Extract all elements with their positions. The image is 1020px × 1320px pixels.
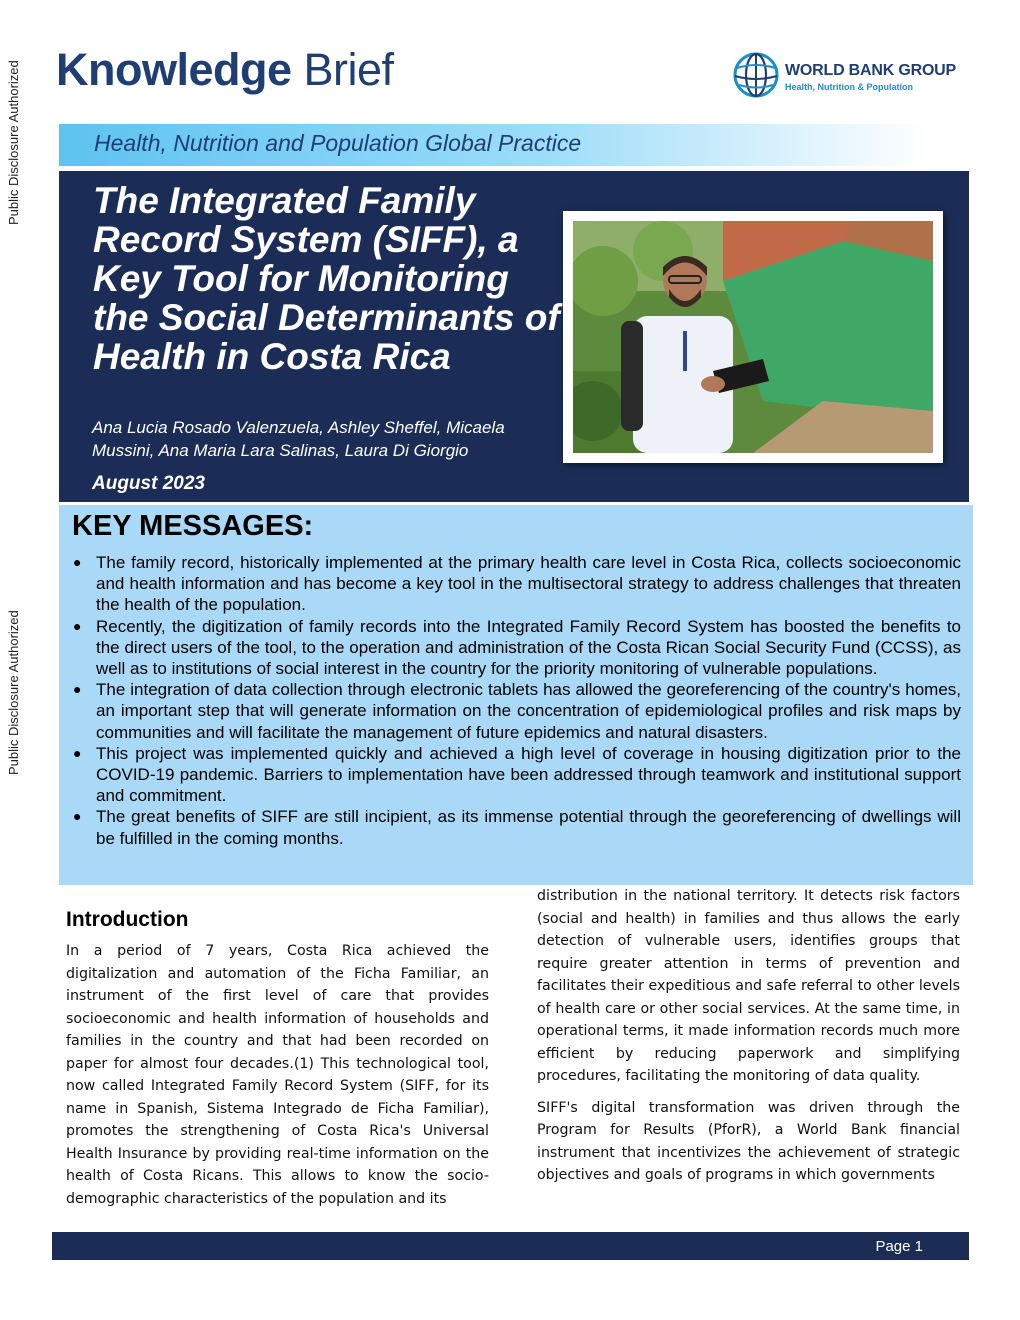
hero-panel (59, 171, 969, 502)
key-message-text: This project was implemented quickly and achieved a high level of coverage in housing digitization prior to the COVID-19 pandemic. Barriers to implementation have been addressed through teamwork and institutional support and commitment. (96, 743, 961, 806)
practice-title: Health, Nutrition and Population Global Practice (94, 130, 582, 156)
practice-band (59, 124, 929, 166)
logo-subtitle: Health, Nutrition & Population (785, 82, 913, 92)
knowledge-brief-title (56, 44, 394, 96)
public-disclosure-stamp-top: Public Disclosure Authorized (6, 60, 21, 226)
introduction-paragraph: In a period of 7 years, Costa Rica achieved the digitalization and automation of the Ficha Familiar, an instrument of the first level of care that provides socioeconomic and health information of households and families in the country and that had been recorded on paper for almost four decades.(1) This technological tool, now called Integrated Family Record System (SIFF, for its name in Spanish, Sistema Integrado de Ficha Familiar), promotes the strengthening of Costa Rica's Universal Health Insurance by providing real-time information on the health of Costa Ricans. This allows to know the socio-demographic characteristics of the population and its (66, 943, 489, 1207)
key-message-item (71, 806, 961, 848)
bullet-icon: ● (73, 617, 82, 634)
key-message-text: The integration of data collection through electronic tablets has allowed the georeferencing of the country's homes, an important step that will generate information on the concentration of epidemiological profiles and risk maps by communities and will facilitate the management of future epidemics and natural disasters. (96, 680, 961, 742)
authors: Ana Lucia Rosado Valenzuela, Ashley Sheffel, Micaela Mussini, Ana Maria Lara Salinas, Laura Di Giorgio (92, 418, 505, 460)
key-message-item (71, 743, 961, 807)
key-messages-heading: KEY MESSAGES: (72, 510, 314, 542)
introduction-right-column (537, 885, 960, 1187)
introduction-heading: Introduction (66, 908, 189, 931)
logo-name: WORLD BANK GROUP (785, 62, 957, 79)
hero-photo (563, 211, 943, 463)
public-disclosure-stamp-middle: Public Disclosure Authorized (6, 610, 21, 776)
knowledge-brief-title-bold: Knowledge (56, 44, 292, 95)
key-message-text: Recently, the digitization of family records into the Integrated Family Record System has boosted the benefits to the direct users of the tool, to the operation and administration of the Costa Rican Social Security Fund (CCSS), as well as to institutions of social interest in the country for the priority monitoring of vulnerable populations. (96, 616, 961, 679)
key-message-item (71, 616, 961, 680)
world-bank-group-logo (733, 52, 983, 102)
key-messages-box (59, 505, 973, 885)
photo-health-worker-with-tablet (573, 221, 933, 453)
bullet-icon: ● (73, 554, 82, 570)
pforr-paragraph: SIFF's digital transformation was driven through the Program for Results (PforR), a World Bank financial instrument that incentivizes the achievement of strategic objectives and goals of programs in which governments (537, 1099, 960, 1183)
key-message-text: The family record, historically implemented at the primary health care level in Costa Rica, collects socioeconomic and health information and has become a key tool in the multisectoral strategy to address challenges that threaten the health of the population. (96, 553, 961, 615)
key-message-item (71, 552, 961, 616)
key-messages-list (71, 552, 961, 849)
globe-icon (733, 52, 779, 98)
key-message-text: The great benefits of SIFF are still incipient, as its immense potential through the georeferencing of dwellings will be fulfilled in the coming months. (96, 807, 961, 848)
bullet-icon: ● (73, 744, 82, 761)
introduction-paragraph-continued: distribution in the national territory. It detects risk factors (social and health) in families and thus allows the early detection of vulnerable users, identifies groups that require greater attention in terms of prevention and facilitates their expeditious and safe referral to other levels of health care or other social services. At the same time, in operational terms, it made information records much more efficient by reducing paperwork and simplifying procedures, facilitating the monitoring of data quality. (537, 888, 960, 1084)
brief-title: The Integrated Family Record System (SIFF), a Key Tool for Monitoring the Social Determinants of Health in Costa Rica (93, 180, 560, 377)
footer-bar (52, 1232, 969, 1260)
bullet-icon: ● (73, 808, 82, 825)
key-message-item (71, 679, 961, 743)
introduction-left-column (66, 940, 489, 1210)
knowledge-brief-title-regular: Brief (303, 44, 394, 95)
bullet-icon: ● (73, 681, 82, 698)
page-number: Page 1 (875, 1238, 923, 1255)
publication-date: August 2023 (92, 473, 205, 494)
